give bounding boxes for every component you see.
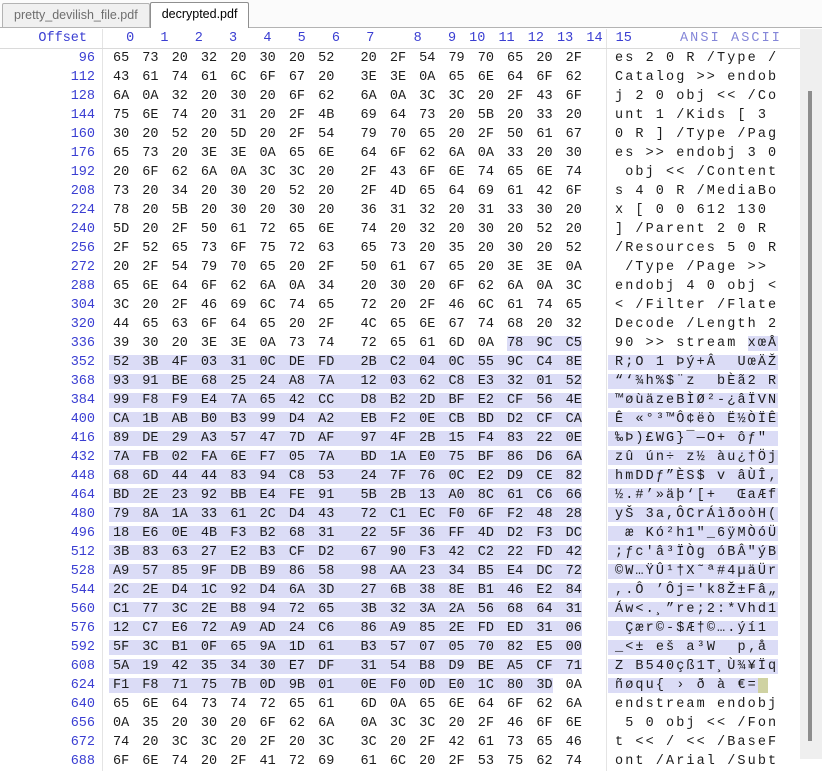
hex-bytes-cell[interactable]: 3B 83 63 27 E2 B3 CF D2 67 90 F3 42 C2 22 FD 42 bbox=[103, 543, 607, 562]
offset-cell: 240 bbox=[0, 220, 103, 239]
hex-bytes-cell[interactable]: 5F 3C B1 0F 65 9A 1D 61 B3 57 07 05 70 82 E5 00 bbox=[103, 638, 607, 657]
hex-row bbox=[0, 87, 822, 106]
hex-bytes-cell[interactable]: 73 20 34 20 30 20 52 20 2F 4D 65 64 69 61 42 6F bbox=[103, 182, 607, 201]
hex-rows bbox=[0, 49, 822, 771]
offset-cell: 640 bbox=[0, 695, 103, 714]
hex-bytes-cell[interactable]: 99 F8 F9 E4 7A 65 42 CC D8 B2 2D BF E2 CF 56 4E bbox=[103, 391, 607, 410]
offset-cell: 544 bbox=[0, 581, 103, 600]
hex-row bbox=[0, 410, 822, 429]
hex-bytes-cell[interactable]: 39 30 20 3E 3E 0A 73 74 72 65 61 6D 0A 78 9C C5 bbox=[103, 334, 607, 353]
offset-cell: 496 bbox=[0, 524, 103, 543]
hex-row bbox=[0, 486, 822, 505]
ascii-cell[interactable]: t << / << /BaseF bbox=[615, 735, 779, 750]
hex-bytes-cell[interactable]: 20 2F 54 79 70 65 20 2F 50 61 67 65 20 3E 3E 0A bbox=[103, 258, 607, 277]
hex-row bbox=[0, 619, 822, 638]
hex-row bbox=[0, 334, 822, 353]
hex-bytes-cell[interactable]: 65 73 20 3E 3E 0A 65 6E 64 6F 62 6A 0A 33 20 30 bbox=[103, 144, 607, 163]
hex-bytes-cell[interactable]: BD 2E 23 92 BB E4 FE 91 5B 2B 13 A0 8C 61 C6 66 bbox=[103, 486, 607, 505]
hex-bytes-cell[interactable]: A9 57 85 9F DB B9 86 58 98 AA 23 34 B5 E4 DC 72 bbox=[103, 562, 607, 581]
hex-bytes-cell[interactable]: 6A 0A 32 20 30 20 6F 62 6A 0A 3C 3C 20 2F 43 6F bbox=[103, 87, 607, 106]
hex-bytes-cell[interactable]: F1 F8 71 75 7B 0D 9B 01 0E F0 0D E0 1C 80 3D 0A bbox=[103, 676, 607, 695]
hex-bytes-cell[interactable]: 2C 2E D4 1C 92 D4 6A 3D 27 6B 38 8E B1 46 E2 84 bbox=[103, 581, 607, 600]
ascii-cell[interactable]: es 2 0 R /Type / bbox=[615, 51, 779, 66]
offset-cell: 416 bbox=[0, 429, 103, 448]
hex-bytes-cell[interactable]: 65 6E 64 6F 62 6A 0A 34 20 30 20 6F 62 6A 0A 3C bbox=[103, 277, 607, 296]
hex-bytes-cell[interactable]: 52 3B 4F 03 31 0C DE FD 2B C2 04 0C 55 9C C4 8E bbox=[103, 353, 607, 372]
hex-row bbox=[0, 68, 822, 87]
hex-row bbox=[0, 239, 822, 258]
tab-decrypted[interactable]: decrypted.pdf bbox=[150, 2, 250, 28]
hex-bytes-cell[interactable]: 93 91 BE 68 25 24 A8 7A 12 03 62 C8 E3 32 01 52 bbox=[103, 372, 607, 391]
tab-pretty-devilish-file[interactable]: pretty_devilish_file.pdf bbox=[2, 3, 150, 27]
ascii-cell[interactable]: _<± eš a³W p‚å bbox=[607, 638, 822, 657]
hex-row bbox=[0, 201, 822, 220]
offset-cell: 688 bbox=[0, 752, 103, 771]
ascii-cell[interactable]: ½.#’»äþ‘[+ ŒaÆf bbox=[615, 488, 779, 503]
offset-cell: 528 bbox=[0, 562, 103, 581]
vertical-scrollbar[interactable] bbox=[800, 29, 822, 759]
ascii-column-header: ANSI ASCII bbox=[679, 31, 782, 46]
ascii-cell[interactable]: ] /Parent 2 0 R bbox=[615, 222, 779, 237]
hex-column-headers: 0 1 2 3 4 5 6 7 8 9 10 11 12 13 14 15 bbox=[103, 29, 607, 48]
ascii-cell[interactable]: 90 >> stream xœÅ bbox=[615, 336, 779, 351]
offset-cell: 144 bbox=[0, 106, 103, 125]
hex-row bbox=[0, 695, 822, 714]
offset-cell: 176 bbox=[0, 144, 103, 163]
tab-bar bbox=[0, 0, 822, 28]
offset-cell: 576 bbox=[0, 619, 103, 638]
ascii-cell[interactable]: ,.Ô ’Ôj='k8Ž±Fâ„ bbox=[615, 583, 779, 598]
offset-cell: 432 bbox=[0, 448, 103, 467]
ascii-cell[interactable]: 5 0 obj << /Fon bbox=[615, 716, 779, 731]
hex-row bbox=[0, 296, 822, 315]
offset-cell: 624 bbox=[0, 676, 103, 695]
hex-row bbox=[0, 733, 822, 752]
ascii-cell[interactable]: Çær©-$Æ†©….ýí1 bbox=[607, 619, 822, 638]
hex-row bbox=[0, 372, 822, 391]
hex-header-row bbox=[0, 29, 822, 49]
ascii-cell[interactable]: æ Kó²h1"_6ÿMÒóÜ bbox=[607, 524, 822, 543]
hex-bytes-cell[interactable]: 44 65 63 6F 64 65 20 2F 4C 65 6E 67 74 68 20 32 bbox=[103, 315, 607, 334]
ascii-cell[interactable]: ;ƒc'â³ÏÒg óBÂ"ýB bbox=[615, 545, 779, 560]
hex-row bbox=[0, 467, 822, 486]
hex-bytes-cell[interactable]: 5A 19 42 35 34 30 E7 DF 31 54 B8 D9 BE A5 CF 71 bbox=[103, 657, 607, 676]
hex-row bbox=[0, 163, 822, 182]
hex-row bbox=[0, 49, 822, 68]
hex-bytes-cell[interactable]: 75 6E 74 20 31 20 2F 4B 69 64 73 20 5B 20 33 20 bbox=[103, 106, 607, 125]
hex-row bbox=[0, 448, 822, 467]
hex-row bbox=[0, 258, 822, 277]
ascii-cell[interactable]: R;O 1 Þý+Â UœÄŽ bbox=[615, 355, 779, 370]
offset-cell: 464 bbox=[0, 486, 103, 505]
ascii-cell[interactable]: “‘¾h%$¨z bÈã2 R bbox=[615, 374, 779, 389]
hex-bytes-cell[interactable]: 43 61 74 61 6C 6F 67 20 3E 3E 0A 65 6E 64 6F 62 bbox=[103, 68, 607, 87]
ascii-cell[interactable]: ™øùäzeBÌØ²-¿âÏVN bbox=[615, 393, 779, 408]
hex-editor bbox=[0, 29, 822, 769]
ascii-cell[interactable]: < /Filter /Flate bbox=[615, 298, 779, 313]
hex-bytes-cell[interactable]: 89 DE 29 A3 57 47 7D AF 97 4F 2B 15 F4 83 22 0E bbox=[103, 429, 607, 448]
hex-row bbox=[0, 125, 822, 144]
ascii-cell[interactable]: x [ 0 0 612 130 bbox=[615, 203, 779, 218]
offset-cell: 368 bbox=[0, 372, 103, 391]
hex-row bbox=[0, 638, 822, 657]
offset-cell: 384 bbox=[0, 391, 103, 410]
offset-cell: 256 bbox=[0, 239, 103, 258]
hex-row bbox=[0, 144, 822, 163]
hex-row bbox=[0, 429, 822, 448]
hex-row bbox=[0, 657, 822, 676]
hex-bytes-cell[interactable]: 30 20 52 20 5D 20 2F 54 79 70 65 20 2F 50 61 67 bbox=[103, 125, 607, 144]
hex-bytes-cell[interactable]: CA 1B AB B0 B3 99 D4 A2 EB F2 0E CB BD D2 CF CA bbox=[103, 410, 607, 429]
offset-cell: 480 bbox=[0, 505, 103, 524]
ascii-cell[interactable]: es >> endobj 3 0 bbox=[615, 146, 779, 161]
ascii-cell[interactable]: 0 R ] /Type /Pag bbox=[615, 127, 779, 142]
ascii-cell[interactable]: ‰Þ)£WG}¯—O+ ôƒ" bbox=[607, 429, 822, 448]
offset-cell: 208 bbox=[0, 182, 103, 201]
offset-cell: 128 bbox=[0, 87, 103, 106]
hex-bytes-cell[interactable]: 78 20 5B 20 30 20 30 20 36 31 32 20 31 33 30 20 bbox=[103, 201, 607, 220]
scrollbar-thumb[interactable] bbox=[808, 91, 812, 741]
hex-bytes-cell[interactable]: 65 73 20 32 20 30 20 52 20 2F 54 79 70 65 20 2F bbox=[103, 49, 607, 68]
hex-row bbox=[0, 391, 822, 410]
offset-cell: 224 bbox=[0, 201, 103, 220]
offset-cell: 512 bbox=[0, 543, 103, 562]
offset-cell: 160 bbox=[0, 125, 103, 144]
ascii-cell[interactable]: /Resources 5 0 R bbox=[615, 241, 779, 256]
offset-cell: 672 bbox=[0, 733, 103, 752]
offset-cell: 448 bbox=[0, 467, 103, 486]
hex-row bbox=[0, 315, 822, 334]
hex-row bbox=[0, 277, 822, 296]
hex-bytes-cell[interactable]: 65 6E 64 73 74 72 65 61 6D 0A 65 6E 64 6F 62 6A bbox=[103, 695, 607, 714]
hex-bytes-cell[interactable]: C1 77 3C 2E B8 94 72 65 3B 32 3A 2A 56 68 64 31 bbox=[103, 600, 607, 619]
offset-cell: 96 bbox=[0, 49, 103, 68]
offset-cell: 304 bbox=[0, 296, 103, 315]
hex-row bbox=[0, 524, 822, 543]
hex-bytes-cell[interactable]: 20 6F 62 6A 0A 3C 3C 20 2F 43 6F 6E 74 65 6E 74 bbox=[103, 163, 607, 182]
offset-cell: 272 bbox=[0, 258, 103, 277]
hex-bytes-cell[interactable]: 68 6D 44 44 83 94 C8 53 24 7F 76 0C E2 D9 CE 82 bbox=[103, 467, 607, 486]
hex-row bbox=[0, 562, 822, 581]
ascii-cell[interactable]: Decode /Length 2 bbox=[615, 317, 779, 332]
hex-row bbox=[0, 182, 822, 201]
offset-cell: 608 bbox=[0, 657, 103, 676]
ascii-cell[interactable]: yŠ 3a,ÔCrÁìðoòH( bbox=[615, 507, 779, 522]
hex-bytes-cell[interactable]: 2F 52 65 73 6F 75 72 63 65 73 20 35 20 30 20 52 bbox=[103, 239, 607, 258]
offset-cell: 320 bbox=[0, 315, 103, 334]
hex-row bbox=[0, 600, 822, 619]
hex-bytes-cell[interactable]: 6F 6E 74 20 2F 41 72 69 61 6C 20 2F 53 75 62 74 bbox=[103, 752, 607, 771]
ascii-cell[interactable]: ont /Arial /Subt bbox=[615, 754, 779, 769]
hex-row bbox=[0, 106, 822, 125]
ascii-cell[interactable]: zû ún÷ z½ àu¿†Öj bbox=[615, 450, 779, 465]
offset-cell: 592 bbox=[0, 638, 103, 657]
hex-bytes-cell[interactable]: 0A 35 20 30 20 6F 62 6A 0A 3C 3C 20 2F 46 6F 6E bbox=[103, 714, 607, 733]
hex-bytes-cell[interactable]: 7A FB 02 FA 6E F7 05 7A BD 1A E0 75 BF 86 D6 6A bbox=[103, 448, 607, 467]
ascii-cell[interactable]: Catalog >> endob bbox=[615, 70, 779, 85]
hex-row bbox=[0, 714, 822, 733]
offset-column-header: Offset bbox=[0, 29, 103, 48]
offset-cell: 112 bbox=[0, 68, 103, 87]
hex-bytes-cell[interactable]: 74 20 3C 3C 20 2F 20 3C 3C 20 2F 42 61 73 65 46 bbox=[103, 733, 607, 752]
ascii-cell[interactable]: endobj 4 0 obj < bbox=[615, 279, 779, 294]
ascii-cell[interactable]: Ê «°³™Ô¢ëò Ë½ÒÏÊ bbox=[615, 412, 779, 427]
hex-bytes-cell[interactable]: 12 C7 E6 72 A9 AD 24 C6 86 A9 85 2E FD ED 31 06 bbox=[103, 619, 607, 638]
offset-cell: 400 bbox=[0, 410, 103, 429]
hex-row bbox=[0, 752, 822, 771]
hex-row bbox=[0, 353, 822, 372]
ascii-cell[interactable]: hmDDƒ”ÈS$ v âÙÎ‚ bbox=[615, 469, 779, 484]
offset-cell: 656 bbox=[0, 714, 103, 733]
ascii-cell[interactable]: obj << /Content bbox=[615, 165, 779, 180]
offset-cell: 336 bbox=[0, 334, 103, 353]
ascii-cell[interactable]: endstream endobj bbox=[615, 697, 779, 712]
offset-cell: 288 bbox=[0, 277, 103, 296]
ascii-cell[interactable]: /Type /Page >> bbox=[615, 260, 779, 275]
ascii-cell[interactable]: unt 1 /Kids [ 3 bbox=[615, 108, 779, 123]
ascii-cell[interactable]: ñøqu{ › ð à €= bbox=[607, 676, 822, 695]
offset-cell: 560 bbox=[0, 600, 103, 619]
ascii-cell[interactable]: Áw<.¸”re;2:*Vhd1 bbox=[615, 602, 779, 617]
hex-row bbox=[0, 676, 822, 695]
hex-bytes-cell[interactable]: 18 E6 0E 4B F3 B2 68 31 22 5F 36 FF 4D D2 F3 DC bbox=[103, 524, 607, 543]
ascii-cell[interactable]: s 4 0 R /MediaBo bbox=[615, 184, 779, 199]
ascii-cell[interactable]: ©W…ŸÛ¹†X˜ª#4µäÜr bbox=[615, 564, 779, 579]
hex-bytes-cell[interactable]: 3C 20 2F 46 69 6C 74 65 72 20 2F 46 6C 61 74 65 bbox=[103, 296, 607, 315]
offset-cell: 352 bbox=[0, 353, 103, 372]
ascii-cell[interactable]: j 2 0 obj << /Co bbox=[615, 89, 779, 104]
ascii-cell[interactable]: Z B540çß1T¸Ù¾¥Ïq bbox=[615, 659, 779, 674]
hex-bytes-cell[interactable]: 79 8A 1A 33 61 2C D4 43 72 C1 EC F0 6F F2 48 28 bbox=[103, 505, 607, 524]
hex-row bbox=[0, 581, 822, 600]
offset-cell: 192 bbox=[0, 163, 103, 182]
hex-row bbox=[0, 220, 822, 239]
hex-row bbox=[0, 505, 822, 524]
hex-bytes-cell[interactable]: 5D 20 2F 50 61 72 65 6E 74 20 32 20 30 20 52 20 bbox=[103, 220, 607, 239]
hex-row bbox=[0, 543, 822, 562]
